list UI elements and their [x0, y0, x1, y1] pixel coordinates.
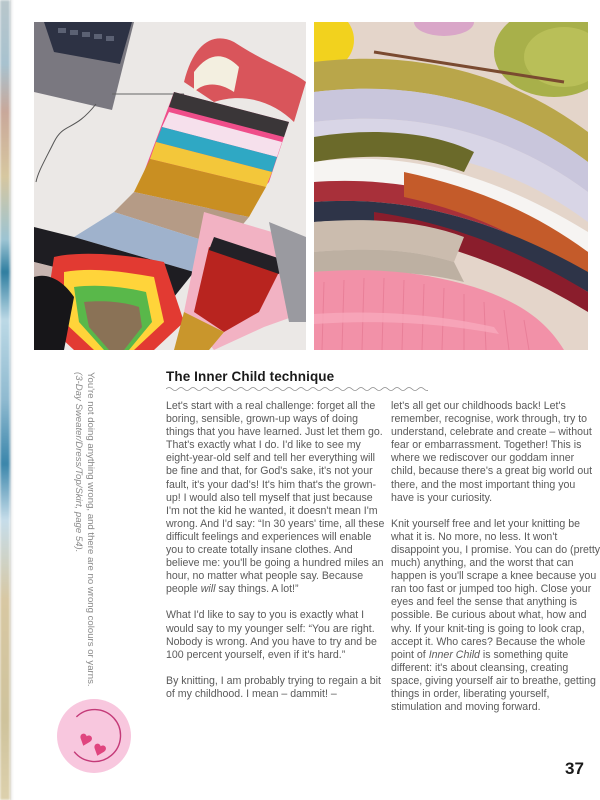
side-note-line-1: You're not doing anything wrong, and there are no wrong colours or yarns.	[85, 372, 96, 687]
paragraph	[166, 400, 388, 596]
photo-textured-knit	[314, 22, 588, 350]
page-number: 37	[565, 759, 584, 778]
body-column-left	[166, 400, 388, 714]
section-title: The Inner Child technique	[166, 369, 335, 384]
body-column-right	[391, 400, 600, 727]
adjacent-page-edge	[0, 0, 10, 800]
wavy-underline	[166, 386, 428, 392]
knitting-photo-left-illustration	[34, 22, 306, 350]
knitting-photo-right-illustration	[314, 22, 588, 350]
paragraph-text: Knit yourself free and let your knitting be what it is. No more, no less. It won't disappoint you, I promise. You can do (pretty much) anything, and the worst that can happen is you'll scrape a knee because you ran too fast or jumped too high. Close your eyes and feel the sense that anything is possible. Be curious about what, how and why. If your knit-ting is going to look crap, accept it. Who cares? Because the whole point of	[391, 517, 600, 661]
page-gutter-shadow	[10, 0, 14, 800]
side-note-vertical	[72, 372, 96, 692]
paragraph-text: Let's start with a real challenge: forget all the boring, sensible, grown-up ways of doing things that you have learned. Just let them go. That's exactly what I do. I'd like to see my eight-year-old self and tell her everything will be fine and that, for God's sake, it's not your fault, it's your dad's! It's him that's the grown-up! I would also tell myself that just because I'm not the kid he wanted, it doesn't mean I'm wrong. And I'd say: “In 30 years' time, all these difficult feelings and experiences will enable you to create totally insane clothes. And believe me: you'll be going a hundred miles an hour, no matter what people say. Because people	[166, 400, 385, 596]
paragraph: let's all get our childhoods back! Let's remember, recognise, work through, try to understand, celebrate and create – without fear or embarrassment. Together! This is where we rediscover our goddam inner child, because there's a great big world out there, and the most important thing you have is your curiosity.	[391, 400, 593, 504]
paragraph: What I'd like to say to you is exactly what I would say to my younger self: “You are right. Nobody is wrong. And you have to try and be 100 percent yourself, even if it's hard.”	[166, 609, 377, 661]
paragraph-text: say things. A lot!”	[215, 583, 299, 596]
paragraph: By knitting, I am probably trying to regain a bit of my childhood. I mean – dammit! –	[166, 674, 381, 700]
photo-knitted-strips	[34, 22, 306, 350]
paragraph	[391, 518, 600, 714]
side-note-line-2: (3-Day Sweater/Dress/Top/Skirt, page 54).	[73, 372, 84, 553]
emphasis-text: will	[200, 583, 216, 596]
smiley-hearts-badge-icon	[56, 698, 132, 774]
paragraph-text: is something quite different: it's about cleansing, creating space, giving yourself air to breathe, getting things in order, liberating yourself, stimulation and moving forward.	[391, 648, 596, 714]
emphasis-text: Inner Child	[428, 648, 480, 661]
